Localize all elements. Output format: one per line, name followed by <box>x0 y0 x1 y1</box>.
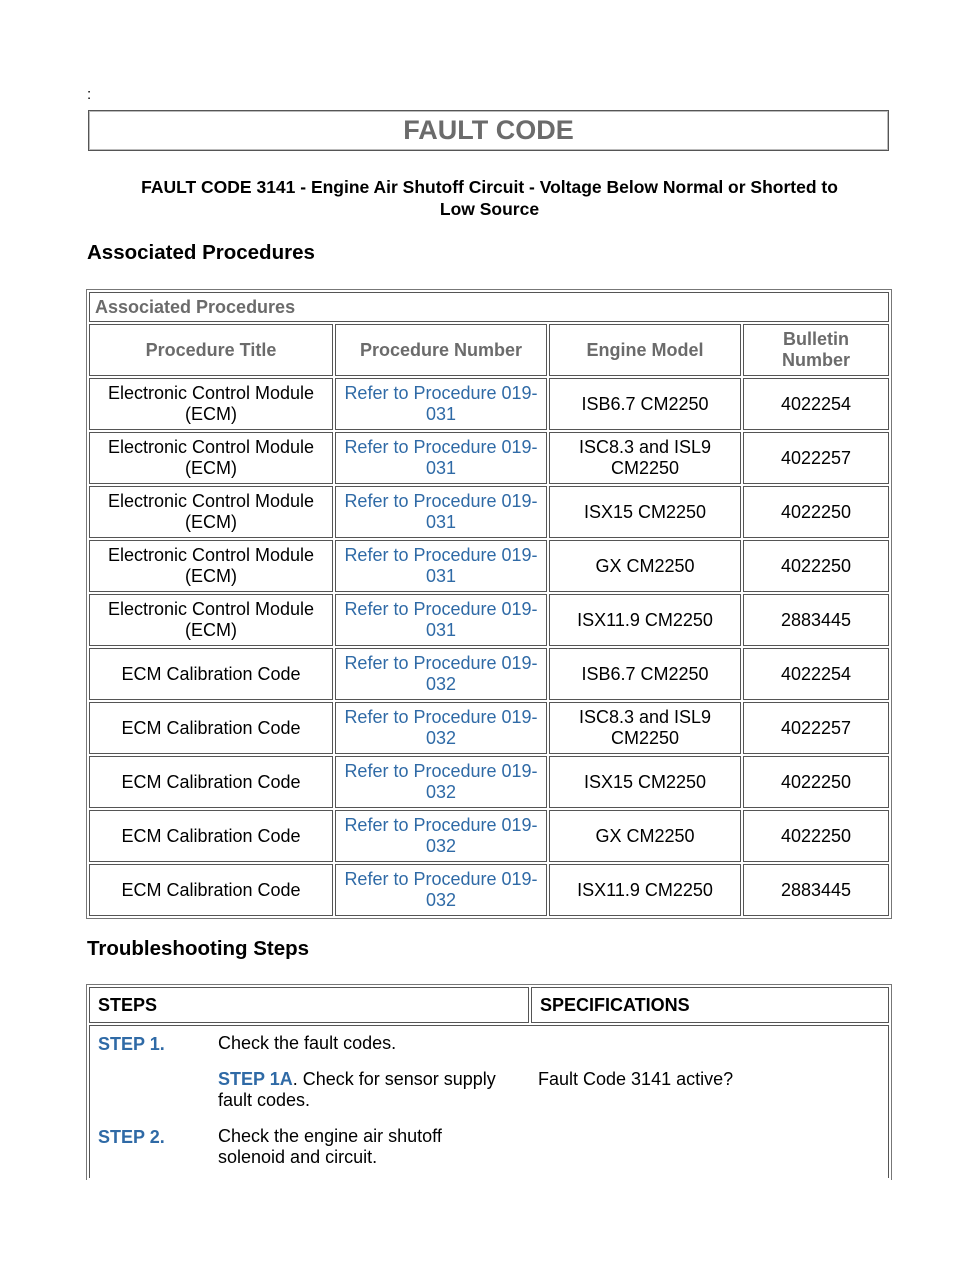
table-row <box>89 810 889 862</box>
banner-title: FAULT CODE <box>403 115 574 145</box>
procedure-number-link[interactable]: Refer to Procedure 019-031 <box>335 432 547 484</box>
procedure-number-link[interactable]: Refer to Procedure 019-031 <box>335 540 547 592</box>
step-2-text-line-1: Check the engine air shutoff <box>218 1126 442 1146</box>
table-row <box>89 594 889 646</box>
table-row <box>89 756 889 808</box>
engine-model-cell: ISC8.3 and ISL9 CM2250 <box>549 432 741 484</box>
table-row <box>89 702 889 754</box>
procedure-title-cell: ECM Calibration Code <box>89 756 333 808</box>
steps-content <box>89 1025 889 1178</box>
associated-procedures-table <box>86 289 892 919</box>
procedure-title-cell: ECM Calibration Code <box>89 648 333 700</box>
fault-code-title <box>88 176 891 220</box>
step-1a-link[interactable]: STEP 1A <box>218 1069 293 1089</box>
step-2-link[interactable]: STEP 2. <box>98 1127 165 1147</box>
bulletin-number-cell: 2883445 <box>743 594 889 646</box>
engine-model-cell: ISX11.9 CM2250 <box>549 594 741 646</box>
bulletin-number-cell: 4022250 <box>743 810 889 862</box>
table-row <box>89 486 889 538</box>
engine-model-cell: ISX11.9 CM2250 <box>549 864 741 916</box>
leading-mark: : <box>87 86 92 103</box>
step-2-text-line-2: solenoid and circuit. <box>218 1147 378 1167</box>
bulletin-number-cell: 4022254 <box>743 648 889 700</box>
procedure-title-cell: Electronic Control Module (ECM) <box>89 540 333 592</box>
procedure-title-cell: ECM Calibration Code <box>89 864 333 916</box>
bulletin-number-cell: 4022257 <box>743 702 889 754</box>
procedure-rows <box>89 378 889 916</box>
fault-code-banner <box>88 110 889 151</box>
column-header-specifications: SPECIFICATIONS <box>531 987 889 1023</box>
troubleshooting-heading: Troubleshooting Steps <box>87 937 310 960</box>
step-1-link[interactable]: STEP 1. <box>98 1034 165 1054</box>
fault-code-title-line-2: Low Source <box>439 199 540 219</box>
procedure-title-cell: Electronic Control Module (ECM) <box>89 432 333 484</box>
procedure-number-link[interactable]: Refer to Procedure 019-032 <box>335 864 547 916</box>
bulletin-number-cell: 4022250 <box>743 756 889 808</box>
bulletin-number-cell: 4022257 <box>743 432 889 484</box>
table-row <box>89 648 889 700</box>
table-row <box>89 540 889 592</box>
column-header-engine-model: Engine Model <box>549 324 741 376</box>
bulletin-number-cell: 4022254 <box>743 378 889 430</box>
troubleshooting-table <box>86 984 892 1180</box>
associated-procedures-heading: Associated Procedures <box>87 241 315 264</box>
engine-model-cell: GX CM2250 <box>549 810 741 862</box>
column-header-procedure-number: Procedure Number <box>335 324 547 376</box>
step-1-text: Check the fault codes. <box>218 1033 397 1053</box>
procedure-title-cell: Electronic Control Module (ECM) <box>89 486 333 538</box>
engine-model-cell: GX CM2250 <box>549 540 741 592</box>
step-2-text <box>218 1126 442 1168</box>
procedure-number-link[interactable]: Refer to Procedure 019-032 <box>335 756 547 808</box>
bulletin-number-cell: 4022250 <box>743 540 889 592</box>
procedure-number-link[interactable]: Refer to Procedure 019-032 <box>335 648 547 700</box>
fault-code-title-line-1: FAULT CODE 3141 - Engine Air Shutoff Circuit - Voltage Below Normal or Shorted to <box>141 177 838 197</box>
column-header-steps: STEPS <box>89 987 529 1023</box>
step-1a-specification: Fault Code 3141 active? <box>538 1069 734 1089</box>
table-row <box>89 864 889 916</box>
column-header-procedure-title: Procedure Title <box>89 324 333 376</box>
procedure-title-cell: Electronic Control Module (ECM) <box>89 594 333 646</box>
step-1a-text-line-1: . Check for sensor supply <box>292 1069 496 1089</box>
table-row <box>89 432 889 484</box>
procedure-title-cell: Electronic Control Module (ECM) <box>89 378 333 430</box>
engine-model-cell: ISX15 CM2250 <box>549 486 741 538</box>
table-row <box>89 378 889 430</box>
procedure-number-link[interactable]: Refer to Procedure 019-031 <box>335 486 547 538</box>
step-1a-text-line-2: fault codes. <box>218 1090 311 1110</box>
bulletin-number-cell: 2883445 <box>743 864 889 916</box>
engine-model-cell: ISB6.7 CM2250 <box>549 378 741 430</box>
procedure-title-cell: ECM Calibration Code <box>89 702 333 754</box>
procedure-number-link[interactable]: Refer to Procedure 019-032 <box>335 810 547 862</box>
procedure-title-cell: ECM Calibration Code <box>89 810 333 862</box>
procedure-number-link[interactable]: Refer to Procedure 019-031 <box>335 378 547 430</box>
column-header-bulletin-number: Bulletin Number <box>743 324 889 376</box>
step-1a-text <box>218 1069 538 1111</box>
engine-model-cell: ISX15 CM2250 <box>549 756 741 808</box>
engine-model-cell: ISC8.3 and ISL9 CM2250 <box>549 702 741 754</box>
procedure-number-link[interactable]: Refer to Procedure 019-032 <box>335 702 547 754</box>
procedure-number-link[interactable]: Refer to Procedure 019-031 <box>335 594 547 646</box>
bulletin-number-cell: 4022250 <box>743 486 889 538</box>
table-caption: Associated Procedures <box>89 292 889 322</box>
engine-model-cell: ISB6.7 CM2250 <box>549 648 741 700</box>
